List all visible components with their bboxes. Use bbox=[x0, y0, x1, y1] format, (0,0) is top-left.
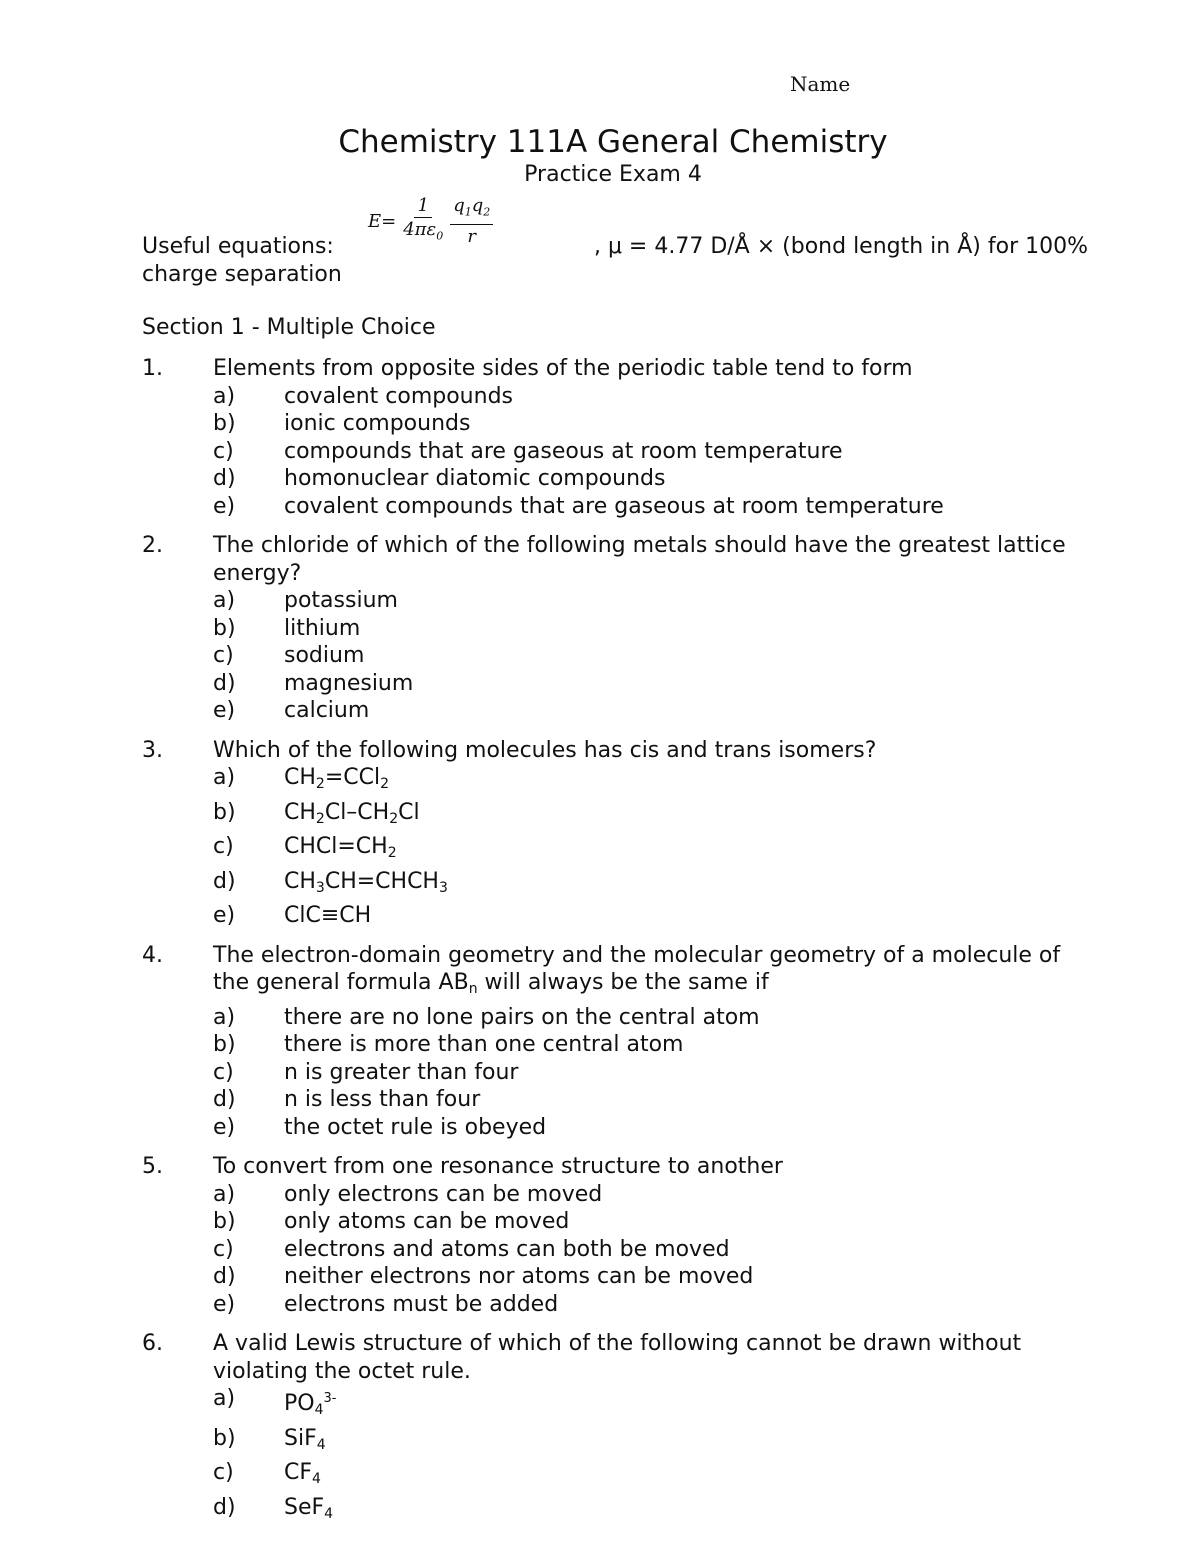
option-text: neither electrons nor atoms can be moved bbox=[284, 1264, 754, 1289]
answer-option bbox=[213, 1031, 1102, 1059]
option-text: only atoms can be moved bbox=[284, 1209, 570, 1234]
option-letter: c) bbox=[213, 834, 234, 859]
section-title: Section 1 - Multiple Choice bbox=[142, 315, 436, 340]
answer-options bbox=[213, 1004, 1102, 1142]
text-run: will always be the same if bbox=[477, 970, 769, 995]
question-5 bbox=[142, 1153, 1102, 1318]
answer-option bbox=[213, 1114, 1102, 1142]
option-text bbox=[284, 764, 1102, 799]
subscript: 4 bbox=[316, 1436, 326, 1453]
option-text: there is more than one central atom bbox=[284, 1032, 684, 1057]
epsilon-subscript: 0 bbox=[436, 229, 444, 243]
question-6 bbox=[142, 1330, 1102, 1528]
superscript: 3- bbox=[323, 1391, 337, 1406]
q2-subscript: 2 bbox=[483, 205, 491, 219]
question-text: Which of the following molecules has cis and trans isomers? bbox=[213, 737, 877, 763]
option-text: electrons must be added bbox=[284, 1291, 559, 1317]
useful-equations-continuation: charge separation bbox=[142, 262, 342, 287]
option-letter: d) bbox=[213, 1494, 236, 1520]
option-text: magnesium bbox=[284, 670, 414, 696]
option-letter: b) bbox=[213, 799, 236, 825]
answer-option bbox=[213, 383, 1102, 411]
question-number: 3. bbox=[142, 737, 163, 763]
four-pi-epsilon: 4πε bbox=[403, 219, 437, 240]
subscript: 2 bbox=[315, 810, 325, 827]
question-number: 4. bbox=[142, 942, 163, 968]
option-text bbox=[284, 868, 1102, 903]
answer-option bbox=[213, 587, 1102, 615]
subscript: 4 bbox=[324, 1505, 334, 1522]
subscript: 2 bbox=[315, 776, 325, 792]
question-text: A valid Lewis structure of which of the following cannot be drawn without violating the octet rule. bbox=[213, 1331, 1022, 1384]
question-stem bbox=[142, 1153, 1102, 1181]
option-letter: c) bbox=[213, 1236, 234, 1262]
option-text: n is less than four bbox=[284, 1087, 481, 1112]
text-run: CH bbox=[284, 799, 316, 825]
option-text bbox=[284, 1459, 1102, 1494]
answer-option bbox=[213, 764, 1102, 799]
option-letter: a) bbox=[213, 383, 236, 409]
option-letter: a) bbox=[213, 588, 236, 613]
option-text bbox=[284, 1425, 1102, 1460]
useful-equations-label: Useful equations: bbox=[142, 234, 334, 259]
option-letter: c) bbox=[213, 438, 234, 464]
question-4 bbox=[142, 942, 1102, 1142]
answer-options bbox=[213, 587, 1102, 725]
dipole-equation: , μ = 4.77 D/Å × (bond length in Å) for 100% bbox=[593, 234, 1088, 259]
answer-option bbox=[213, 670, 1102, 698]
option-text: potassium bbox=[284, 588, 398, 613]
option-text: homonuclear diatomic compounds bbox=[284, 466, 666, 491]
text-run: ClC≡CH bbox=[284, 903, 372, 928]
option-text bbox=[284, 1494, 1102, 1529]
option-letter: c) bbox=[213, 1059, 234, 1085]
subscript: 4 bbox=[314, 1402, 324, 1418]
question-text: To convert from one resonance structure to another bbox=[213, 1154, 783, 1179]
answer-option bbox=[213, 1059, 1102, 1087]
answer-option bbox=[213, 465, 1102, 493]
equation-lhs: E= bbox=[368, 211, 397, 233]
text-run: CH=CHCH bbox=[324, 868, 439, 894]
text-run: CH bbox=[284, 868, 316, 894]
option-text: lithium bbox=[284, 615, 361, 641]
option-text: compounds that are gaseous at room temperature bbox=[284, 438, 843, 464]
question-1 bbox=[142, 355, 1102, 520]
question-number: 2. bbox=[142, 533, 163, 558]
text-run: Cl bbox=[398, 799, 420, 825]
option-letter: a) bbox=[213, 1181, 236, 1207]
fraction-denominator: r bbox=[467, 225, 477, 247]
text-run: CH bbox=[284, 765, 316, 790]
name-label: Name bbox=[790, 72, 851, 96]
subscript: 2 bbox=[387, 845, 397, 861]
text-run: CHCl=CH bbox=[284, 834, 388, 859]
option-text: the octet rule is obeyed bbox=[284, 1114, 547, 1140]
option-letter: c) bbox=[213, 1460, 234, 1485]
question-text bbox=[213, 942, 1102, 1004]
option-letter: d) bbox=[213, 1264, 236, 1289]
answer-option bbox=[213, 902, 1102, 930]
answer-option bbox=[213, 868, 1102, 903]
option-letter: b) bbox=[213, 1032, 236, 1057]
option-text bbox=[284, 833, 1102, 868]
text-run: SeF bbox=[284, 1494, 325, 1520]
answer-option bbox=[213, 1459, 1102, 1494]
answer-option bbox=[213, 438, 1102, 466]
answer-options bbox=[213, 764, 1102, 930]
answer-option bbox=[213, 1263, 1102, 1291]
option-letter: e) bbox=[213, 698, 236, 723]
option-text bbox=[284, 902, 1102, 930]
option-letter: e) bbox=[213, 1114, 236, 1140]
subscript: 3 bbox=[438, 879, 448, 896]
question-stem bbox=[142, 737, 1102, 765]
useful-equations-line bbox=[142, 233, 1088, 261]
option-letter: b) bbox=[213, 615, 236, 641]
option-letter: d) bbox=[213, 670, 236, 696]
question-number: 5. bbox=[142, 1154, 163, 1179]
question-stem bbox=[142, 355, 1102, 383]
question-number: 6. bbox=[142, 1331, 163, 1356]
answer-option bbox=[213, 410, 1102, 438]
option-text: covalent compounds bbox=[284, 383, 513, 409]
option-letter: a) bbox=[213, 765, 236, 790]
option-text: ionic compounds bbox=[284, 411, 471, 436]
option-text bbox=[284, 1385, 1102, 1425]
option-letter: a) bbox=[213, 1004, 236, 1030]
option-letter: e) bbox=[213, 903, 236, 928]
question-text: The chloride of which of the following metals should have the greatest lattice energy? bbox=[213, 533, 1066, 586]
question-list bbox=[142, 355, 1102, 1540]
answer-option bbox=[213, 1291, 1102, 1319]
text-run: SiF bbox=[284, 1425, 317, 1451]
option-text: sodium bbox=[284, 643, 365, 668]
option-letter: a) bbox=[213, 1386, 236, 1411]
question-stem bbox=[142, 1330, 1102, 1385]
q2-symbol: q bbox=[471, 195, 484, 216]
option-text: there are no lone pairs on the central atom bbox=[284, 1004, 760, 1030]
option-letter: b) bbox=[213, 1425, 236, 1451]
question-3 bbox=[142, 737, 1102, 930]
answer-option bbox=[213, 1385, 1102, 1425]
option-text: covalent compounds that are gaseous at room temperature bbox=[284, 493, 944, 519]
text-run: CF bbox=[284, 1460, 313, 1485]
subscript: 4 bbox=[312, 1471, 321, 1487]
q1-subscript: 1 bbox=[464, 205, 472, 219]
option-text: only electrons can be moved bbox=[284, 1181, 603, 1207]
option-letter: c) bbox=[213, 643, 234, 668]
answer-option bbox=[213, 615, 1102, 643]
option-letter: e) bbox=[213, 1291, 236, 1317]
answer-option bbox=[213, 1086, 1102, 1114]
subscript: n bbox=[468, 981, 478, 997]
question-text: Elements from opposite sides of the periodic table tend to form bbox=[213, 356, 913, 381]
subscript: 3 bbox=[315, 879, 325, 896]
subscript: 2 bbox=[389, 810, 399, 827]
option-letter: e) bbox=[213, 493, 236, 519]
option-letter: d) bbox=[213, 466, 236, 491]
answer-options bbox=[213, 1385, 1102, 1528]
answer-options bbox=[213, 1181, 1102, 1319]
answer-option bbox=[213, 642, 1102, 670]
answer-option bbox=[213, 1236, 1102, 1264]
question-stem bbox=[142, 942, 1102, 1004]
fraction-numerator bbox=[450, 196, 493, 225]
q1-symbol: q bbox=[453, 195, 465, 216]
answer-option bbox=[213, 1494, 1102, 1529]
text-run: PO bbox=[284, 1391, 315, 1416]
answer-option bbox=[213, 493, 1102, 521]
subscript: 2 bbox=[380, 776, 390, 792]
option-letter: b) bbox=[213, 1209, 236, 1234]
answer-option bbox=[213, 697, 1102, 725]
option-text: n is greater than four bbox=[284, 1059, 519, 1085]
useful-equations bbox=[142, 233, 1088, 289]
answer-option bbox=[213, 1208, 1102, 1236]
answer-options bbox=[213, 383, 1102, 521]
answer-option bbox=[213, 1425, 1102, 1460]
page-subtitle: Practice Exam 4 bbox=[524, 162, 702, 187]
option-letter: d) bbox=[213, 1087, 236, 1112]
answer-option bbox=[213, 799, 1102, 834]
option-text: calcium bbox=[284, 698, 370, 723]
question-2 bbox=[142, 532, 1102, 725]
option-letter: b) bbox=[213, 411, 236, 436]
option-text bbox=[284, 799, 1102, 834]
text-run: =CCl bbox=[324, 765, 381, 790]
option-letter: d) bbox=[213, 868, 236, 894]
option-text: electrons and atoms can both be moved bbox=[284, 1236, 730, 1262]
text-run: The electron-domain geometry and the molecular geometry of a molecule of the general formula AB bbox=[213, 942, 1061, 995]
question-number: 1. bbox=[142, 356, 163, 381]
page-title: Chemistry 111A General Chemistry bbox=[338, 124, 888, 160]
text-run: Cl–CH bbox=[324, 799, 390, 825]
answer-option bbox=[213, 833, 1102, 868]
question-stem bbox=[142, 532, 1102, 587]
answer-option bbox=[213, 1181, 1102, 1209]
answer-option bbox=[213, 1004, 1102, 1032]
fraction-numerator: 1 bbox=[414, 196, 431, 218]
